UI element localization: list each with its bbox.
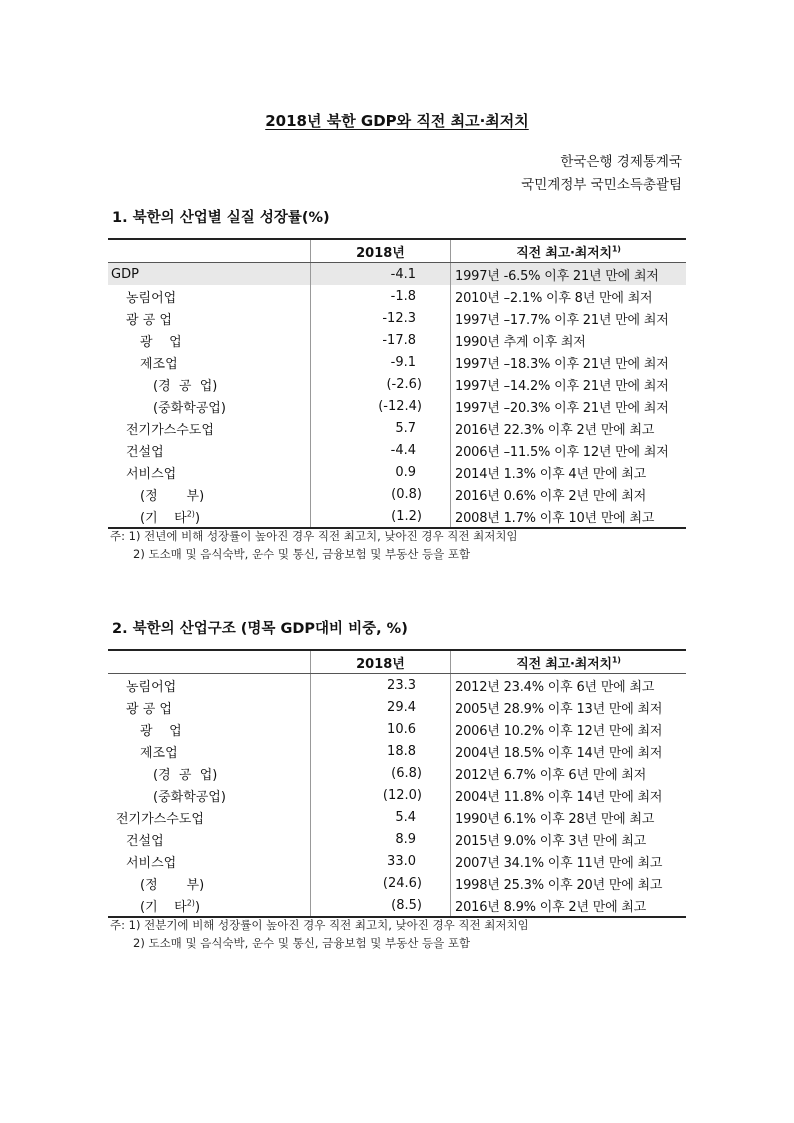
row-value: 8.9 xyxy=(311,828,451,850)
row-note: 2004년 18.5% 이후 14년 만에 최저 xyxy=(455,745,663,761)
table-row xyxy=(108,872,686,894)
row-note: 2005년 28.9% 이후 13년 만에 최저 xyxy=(455,701,663,717)
row-label: 건설업 xyxy=(108,439,311,461)
table-row xyxy=(108,439,686,461)
table-row xyxy=(108,483,686,505)
row-note: 2012년 23.4% 이후 6년 만에 최고 xyxy=(455,679,655,695)
organization-line-2: 국민계정부 국민소득총괄팀 xyxy=(521,177,682,193)
row-label: 광 업 xyxy=(108,329,311,351)
table-row xyxy=(108,307,686,329)
row-label: 전기가스수도업 xyxy=(108,417,311,439)
row-note: 1990년 6.1% 이후 28년 만에 최고 xyxy=(455,811,655,827)
growth-rate-table xyxy=(108,238,686,529)
row-label: (정 부) xyxy=(108,483,311,505)
row-value: 33.0 xyxy=(311,850,451,872)
row-value: (12.0) xyxy=(311,784,451,806)
header-label xyxy=(108,239,311,263)
row-note: 2007년 34.1% 이후 11년 만에 최고 xyxy=(455,855,663,871)
footnote-1: 주: 1) 전분기에 비해 성장률이 높아진 경우 직전 최고치, 낮아진 경우 직전 최저치임 xyxy=(110,918,529,932)
row-label: 농림어업 xyxy=(108,285,311,307)
row-value: -1.8 xyxy=(311,285,451,307)
row-value: (-12.4) xyxy=(311,395,451,417)
table-row xyxy=(108,894,686,917)
row-note: 1997년 –20.3% 이후 21년 만에 최저 xyxy=(455,400,669,416)
row-label: 광 공 업 xyxy=(108,307,311,329)
table-row xyxy=(108,351,686,373)
table-row xyxy=(108,285,686,307)
row-value: 5.4 xyxy=(311,806,451,828)
row-note: 2014년 1.3% 이후 4년 만에 최고 xyxy=(455,466,647,482)
row-label: 제조업 xyxy=(108,740,311,762)
row-value: (24.6) xyxy=(311,872,451,894)
table-header-row xyxy=(108,239,686,263)
row-label: (기 타$^{2)}$) xyxy=(108,505,311,528)
header-record: 직전 최고·최저치$^{1)}$ xyxy=(451,650,687,674)
table-row xyxy=(108,373,686,395)
table-row xyxy=(108,417,686,439)
row-label: 제조업 xyxy=(108,351,311,373)
row-label: 광 업 xyxy=(108,718,311,740)
row-label: 서비스업 xyxy=(108,850,311,872)
row-label: (경 공 업) xyxy=(108,373,311,395)
row-label: (중화학공업) xyxy=(108,395,311,417)
table-row xyxy=(108,762,686,784)
section-1-title: 1. 북한의 산업별 실질 성장률(%) xyxy=(112,210,330,226)
row-value: (-2.6) xyxy=(311,373,451,395)
row-note: 2015년 9.0% 이후 3년 만에 최고 xyxy=(455,833,647,849)
row-label: GDP xyxy=(108,263,311,286)
table-header-row xyxy=(108,650,686,674)
row-value: 23.3 xyxy=(311,674,451,697)
row-label: (중화학공업) xyxy=(108,784,311,806)
row-label: 건설업 xyxy=(108,828,311,850)
header-year: 2018년 xyxy=(311,650,451,674)
row-note: 2004년 11.8% 이후 14년 만에 최저 xyxy=(455,789,663,805)
organization-line-1: 한국은행 경제통계국 xyxy=(560,154,682,170)
row-note: 2010년 –2.1% 이후 8년 만에 최저 xyxy=(455,290,653,306)
row-value: (1.2) xyxy=(311,505,451,528)
table-row xyxy=(108,505,686,528)
row-value: -17.8 xyxy=(311,329,451,351)
footnote-2: 2) 도소매 및 음식숙박, 운수 및 통신, 금융보험 및 부동산 등을 포함 xyxy=(133,936,471,950)
row-label: (경 공 업) xyxy=(108,762,311,784)
row-value: (8.5) xyxy=(311,894,451,917)
row-label: (기 타$^{2)}$) xyxy=(108,894,311,917)
row-note: 2012년 6.7% 이후 6년 만에 최저 xyxy=(455,767,647,783)
row-value: 10.6 xyxy=(311,718,451,740)
row-value: 18.8 xyxy=(311,740,451,762)
table-row xyxy=(108,696,686,718)
row-note: 1997년 -6.5% 이후 21년 만에 최저 xyxy=(451,263,687,286)
section-2-title: 2. 북한의 산업구조 (명목 GDP대비 비중, %) xyxy=(112,621,408,637)
header-year: 2018년 xyxy=(311,239,451,263)
table-row xyxy=(108,718,686,740)
row-value: (0.8) xyxy=(311,483,451,505)
row-value: -4.1 xyxy=(311,263,451,286)
row-label: 전기가스수도업 xyxy=(108,806,311,828)
table-row xyxy=(108,850,686,872)
header-label xyxy=(108,650,311,674)
row-note: 2006년 10.2% 이후 12년 만에 최저 xyxy=(455,723,663,739)
table-row xyxy=(108,674,686,697)
row-label: (정 부) xyxy=(108,872,311,894)
row-label: 광 공 업 xyxy=(108,696,311,718)
industry-structure-table xyxy=(108,649,686,918)
row-value: (6.8) xyxy=(311,762,451,784)
document-title: 2018년 북한 GDP와 직전 최고·최저치 xyxy=(265,112,529,130)
row-value: 29.4 xyxy=(311,696,451,718)
row-value: 0.9 xyxy=(311,461,451,483)
row-note: 2008년 1.7% 이후 10년 만에 최고 xyxy=(451,505,687,528)
row-note: 2016년 22.3% 이후 2년 만에 최고 xyxy=(455,422,655,438)
table-row xyxy=(108,784,686,806)
row-value: -4.4 xyxy=(311,439,451,461)
table-row xyxy=(108,263,686,286)
row-value: -9.1 xyxy=(311,351,451,373)
row-note: 1997년 –18.3% 이후 21년 만에 최저 xyxy=(455,356,669,372)
row-note: 2016년 0.6% 이후 2년 만에 최저 xyxy=(455,488,647,504)
table-row xyxy=(108,828,686,850)
row-note: 1990년 추계 이후 최저 xyxy=(455,334,586,350)
row-note: 1998년 25.3% 이후 20년 만에 최고 xyxy=(455,877,663,893)
table-row xyxy=(108,395,686,417)
row-value: -12.3 xyxy=(311,307,451,329)
row-note: 1997년 –17.7% 이후 21년 만에 최저 xyxy=(455,312,669,328)
row-note: 2016년 8.9% 이후 2년 만에 최고 xyxy=(451,894,687,917)
footnote-1: 주: 1) 전년에 비해 성장률이 높아진 경우 직전 최고치, 낮아진 경우 직전 최저치임 xyxy=(110,529,518,543)
table-row xyxy=(108,806,686,828)
row-value: 5.7 xyxy=(311,417,451,439)
row-label: 서비스업 xyxy=(108,461,311,483)
header-record: 직전 최고·최저치$^{1)}$ xyxy=(451,239,687,263)
table-row xyxy=(108,740,686,762)
table-row xyxy=(108,461,686,483)
row-note: 2006년 –11.5% 이후 12년 만에 최저 xyxy=(455,444,669,460)
row-label: 농림어업 xyxy=(108,674,311,697)
row-note: 1997년 –14.2% 이후 21년 만에 최저 xyxy=(455,378,669,394)
table-row xyxy=(108,329,686,351)
footnote-2: 2) 도소매 및 음식숙박, 운수 및 통신, 금융보험 및 부동산 등을 포함 xyxy=(133,547,471,561)
